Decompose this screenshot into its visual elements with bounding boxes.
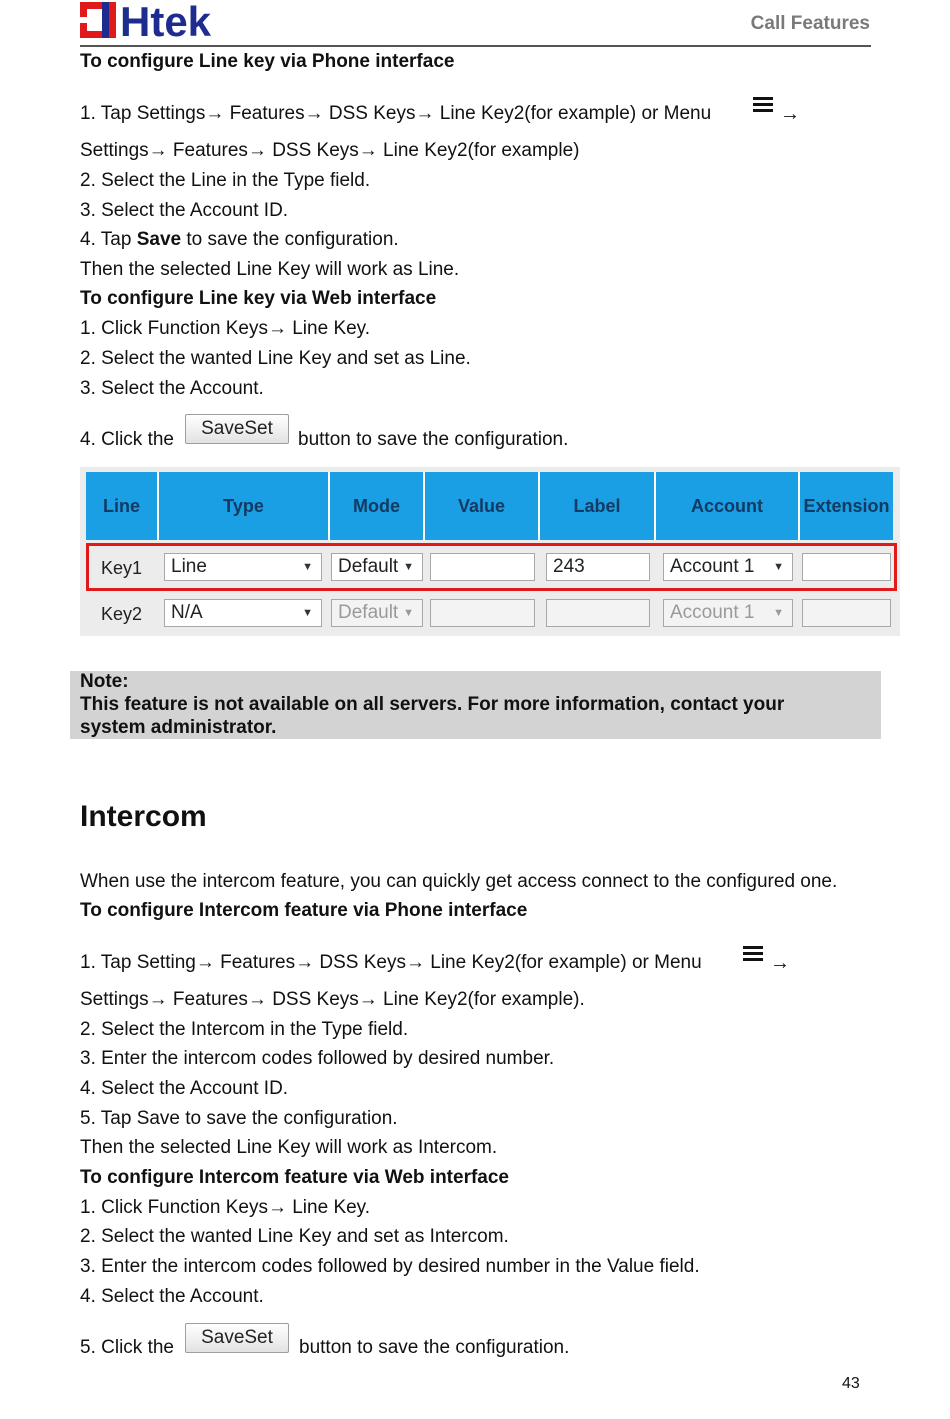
chevron-down-icon: ▼ — [773, 561, 784, 573]
intercom-web-step2: 2. Select the wanted Line Key and set as Intercom. — [80, 1226, 509, 1247]
row-key2-extension-input[interactable] — [802, 599, 891, 627]
step4-prefix: 4. Tap — [80, 229, 137, 250]
menu-icon — [743, 946, 763, 962]
htek-logo — [80, 0, 252, 40]
row-key1-line: Key1 — [101, 558, 143, 578]
intercom-web-step5-prefix: 5. Click the — [80, 1337, 174, 1358]
row-key1-label-input[interactable]: 243 — [546, 553, 650, 581]
row-key2-type-value: N/A — [171, 602, 203, 623]
note-line1: This feature is not available on all servers. For more information, contact your — [80, 694, 785, 715]
col-header-extension: Extension — [803, 496, 890, 516]
chevron-down-icon: ▼ — [403, 561, 414, 573]
row-key2-label-input[interactable] — [546, 599, 650, 627]
intercom-intro: When use the intercom feature, you can quickly get access connect to the configured one. — [80, 871, 838, 892]
right-arrow-icon: → — [770, 952, 790, 974]
col-header-label: Label — [540, 472, 656, 540]
row-key1-mode-value: Default — [338, 556, 399, 577]
intercom-phone-step1b: Settings→ Features→ DSS Keys→ Line Key2(for example). — [80, 989, 585, 1010]
note-line2: system administrator. — [80, 717, 277, 738]
intercom-phone-heading: To configure Intercom feature via Phone interface — [80, 900, 528, 921]
intercom-phone-step2: 2. Select the Intercom in the Type field. — [80, 1019, 409, 1040]
line-key-phone-step2: 2. Select the Line in the Type field. — [80, 170, 371, 191]
row-key2-account-value: Account 1 — [670, 602, 755, 623]
intercom-web-heading: To configure Intercom feature via Web interface — [80, 1167, 510, 1188]
line-key-phone-step4 — [80, 229, 399, 251]
intercom-phone-step5: 5. Tap Save to save the configuration. — [80, 1108, 398, 1129]
row-key1-account-value: Account 1 — [670, 556, 755, 577]
col-header-account: Account — [656, 472, 800, 540]
row-key2-value-input[interactable] — [430, 599, 535, 627]
row-key2-mode-value: Default — [338, 602, 399, 623]
saveset-button[interactable]: SaveSet — [185, 1323, 289, 1353]
row-key2-account-select[interactable] — [663, 599, 793, 627]
header-title: Call Features — [750, 13, 870, 34]
line-key-web-step2: 2. Select the wanted Line Key and set as Line. — [80, 348, 471, 369]
intercom-phone-step4: 4. Select the Account ID. — [80, 1078, 289, 1099]
intercom-phone-step3: 3. Enter the intercom codes followed by desired number. — [80, 1048, 555, 1069]
row-key1-type-value: Line — [171, 556, 207, 577]
header-divider — [80, 45, 871, 47]
line-key-web-step1: 1. Click Function Keys→ Line Key. — [80, 318, 371, 339]
line-key-web-step3: 3. Select the Account. — [80, 378, 264, 399]
intercom-web-step3: 3. Enter the intercom codes followed by desired number in the Value field. — [80, 1256, 700, 1277]
step4-suffix: to save the configuration. — [181, 229, 399, 250]
line-key-phone-step3: 3. Select the Account ID. — [80, 200, 289, 221]
col-header-value: Value — [425, 472, 540, 540]
intercom-web-step1: 1. Click Function Keys→ Line Key. — [80, 1197, 371, 1218]
svg-text:Htek: Htek — [120, 0, 212, 40]
intercom-web-step5-suffix: button to save the configuration. — [299, 1337, 570, 1358]
line-key-web-heading: To configure Line key via Web interface — [80, 288, 437, 309]
intercom-phone-result: Then the selected Line Key will work as Intercom. — [80, 1137, 498, 1158]
chevron-down-icon: ▼ — [302, 607, 313, 619]
saveset-button[interactable]: SaveSet — [185, 414, 289, 444]
col-header-type: Type — [159, 472, 330, 540]
chevron-down-icon: ▼ — [403, 607, 414, 619]
intercom-web-step4: 4. Select the Account. — [80, 1286, 264, 1307]
row-highlight-box — [86, 543, 897, 591]
line-key-web-step4-suffix: button to save the configuration. — [298, 429, 569, 450]
line-key-phone-result: Then the selected Line Key will work as Line. — [80, 259, 460, 280]
chevron-down-icon: ▼ — [302, 561, 313, 573]
right-arrow-icon: → — [780, 103, 800, 125]
row-key2-line: Key2 — [101, 604, 143, 624]
line-key-web-step4-prefix: 4. Click the — [80, 429, 174, 450]
page-number: 43 — [842, 1375, 860, 1392]
row-key2-mode-select[interactable] — [331, 599, 423, 627]
section-title-intercom: Intercom — [80, 800, 207, 833]
line-key-phone-step1a: 1. Tap Settings→ Features→ DSS Keys→ Line Key2(for example) or Menu — [80, 103, 712, 124]
line-key-phone-step1b: Settings→ Features→ DSS Keys→ Line Key2(for example) — [80, 140, 580, 161]
chevron-down-icon: ▼ — [773, 607, 784, 619]
intercom-phone-step1a: 1. Tap Setting→ Features→ DSS Keys→ Line Key2(for example) or Menu — [80, 952, 702, 973]
col-header-mode: Mode — [330, 472, 425, 540]
line-key-phone-heading: To configure Line key via Phone interface — [80, 51, 455, 72]
step4-save-word: Save — [136, 229, 182, 250]
col-header-line: Line — [86, 472, 159, 540]
menu-icon — [753, 97, 773, 113]
note-title: Note: — [80, 671, 129, 692]
row-key2-type-select[interactable] — [164, 599, 322, 627]
